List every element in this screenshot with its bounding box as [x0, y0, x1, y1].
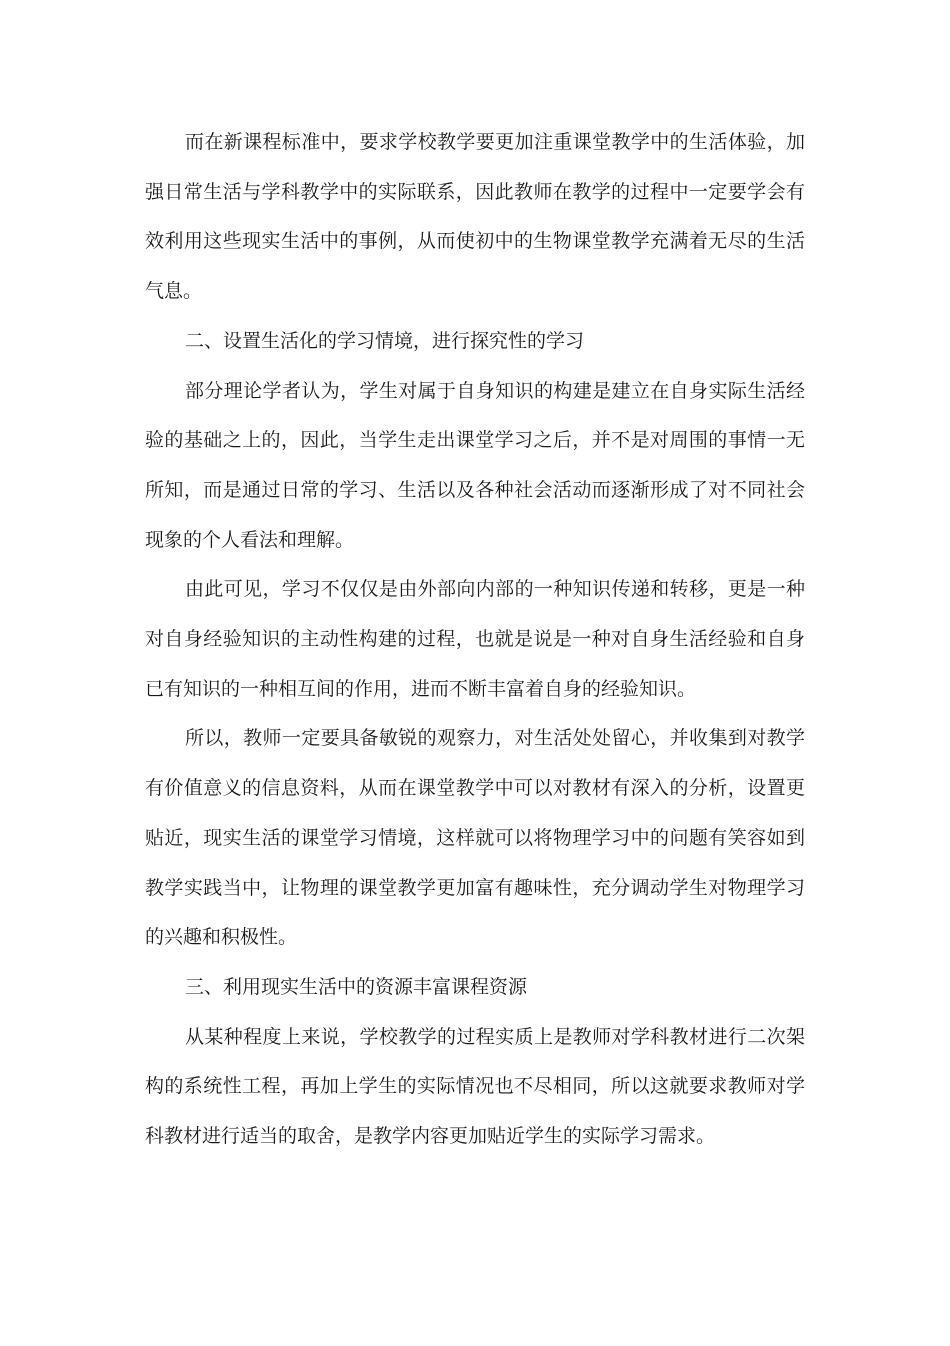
document-body [145, 118, 805, 1162]
paragraph-teacher: 所以，教师一定要具备敏锐的观察力，对生活处处留心，并收集到对教学有价值意义的信息资料，从而在课堂教学中可以对教材有深入的分析，设置更贴近，现实生活的课堂学习情境，这样就可以将物理学习中的问题有笑容如到教学实践当中，让物理的课堂教学更加富有趣味性，充分调动学生对物理学习的兴趣和积极性。 [145, 727, 805, 949]
section-heading-2: 二、设置生活化的学习情境，进行探究性的学习 [185, 329, 585, 352]
paragraph-learning: 由此可见，学习不仅仅是由外部向内部的一种知识传递和转移，更是一种对自身经验知识的主动性构建的过程，也就是说是一种对自身生活经验和自身已有知识的一种相互间的作用，进而不断丰富着自身的经验知识。 [145, 578, 805, 700]
section-heading-3: 三、利用现实生活中的资源丰富课程资源 [185, 975, 528, 998]
paragraph-theory: 部分理论学者认为，学生对属于自身知识的构建是建立在自身实际生活经验的基础之上的，因此，当学生走出课堂学习之后，并不是对周围的事情一无所知，而是通过日常的学习、生活以及各种社会活动而逐渐形成了对不同社会现象的个人看法和理解。 [145, 379, 805, 551]
paragraph-resources: 从某种程度上来说，学校教学的过程实质上是教师对学科教材进行二次架构的系统性工程，再加上学生的实际情况也不尽相同，所以这就要求教师对学科教材进行适当的取舍，是教学内容更加贴近学生的实际学习需求。 [145, 1025, 805, 1148]
paragraph-intro: 而在新课程标准中，要求学校教学要更加注重课堂教学中的生活体验，加强日常生活与学科教学中的实际联系，因此教师在教学的过程中一定要学会有效利用这些现实生活中的事例，从而使初中的生物课堂教学充满着无尽的生活气息。 [145, 131, 805, 303]
